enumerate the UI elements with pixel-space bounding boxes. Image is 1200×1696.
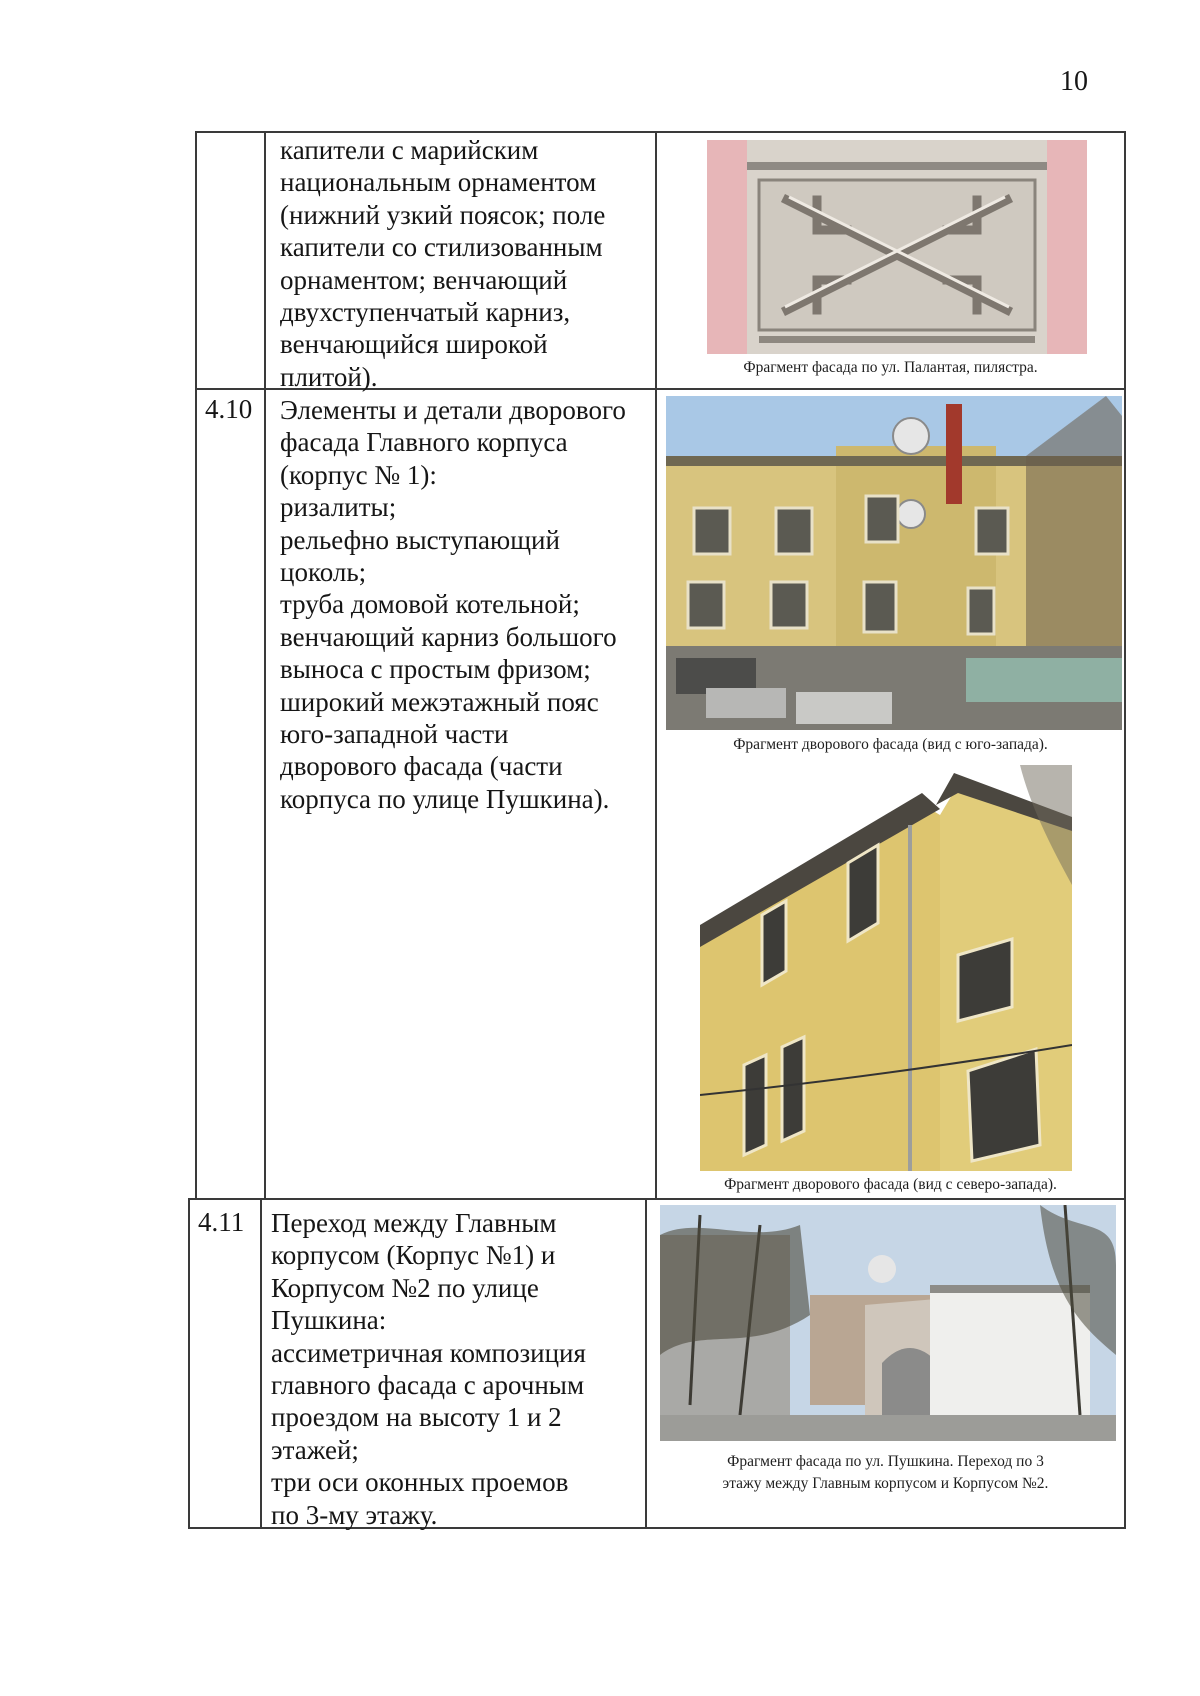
photo-caption: Фрагмент дворового фасада (вид с северо-запада). — [724, 1176, 1057, 1193]
row-number: 4.10 — [205, 394, 253, 424]
photo-caption: Фрагмент дворового фасада (вид с юго-запада). — [733, 736, 1048, 753]
description-line: этажей; — [271, 1434, 359, 1465]
table-border-right — [1124, 131, 1126, 1528]
description-line: фасада Главного корпуса — [280, 427, 568, 458]
description-line: корпусом (Корпус №1) и — [271, 1240, 556, 1271]
description-line: капители со стилизованным — [280, 232, 603, 263]
description-line: юго-западной части — [280, 719, 509, 750]
column-divider — [264, 131, 266, 1199]
description-line: орнаментом; венчающий — [280, 264, 568, 295]
description-line: ассиметричная композиция — [271, 1337, 586, 1368]
description-line: Пушкина: — [271, 1305, 387, 1336]
description-line: венчающий карниз большого — [280, 621, 617, 652]
photo-caption — [647, 1451, 1124, 1495]
column-divider — [260, 1198, 262, 1528]
table-border-left — [195, 131, 197, 1199]
description-line: двухступенчатый карниз, — [280, 297, 571, 328]
description-line: цоколь; — [280, 557, 367, 588]
description-line: главного фасада с арочным — [271, 1370, 585, 1401]
description-line: рельефно выступающий — [280, 524, 560, 555]
description-line: труба домовой котельной; — [280, 589, 580, 620]
description-line: (нижний узкий поясок; поле — [280, 199, 606, 230]
description-line: проездом на высоту 1 и 2 — [271, 1402, 562, 1433]
description-line: Корпусом №2 по улице — [271, 1272, 539, 1303]
description-line: выноса с простым фризом; — [280, 654, 591, 685]
photo-caption: Фрагмент фасада по ул. Палантая, пилястра. — [743, 359, 1038, 376]
page-number: 10 — [1060, 66, 1088, 97]
description-line: дворового фасада (части — [280, 751, 563, 782]
description-line: капители с марийским — [280, 135, 539, 165]
row-divider — [188, 1198, 1126, 1200]
row-description — [280, 134, 605, 393]
description-line: плитой). — [280, 361, 378, 392]
description-line: корпуса по улице Пушкина). — [280, 783, 610, 814]
table-border-left — [188, 1198, 190, 1528]
photo-passage-arch — [660, 1205, 1116, 1441]
photo-courtyard-facade-northwest — [700, 765, 1072, 1171]
description-line: широкий межэтажный пояс — [280, 686, 599, 717]
description-line: по 3-му этажу. — [271, 1499, 438, 1530]
description-line: Элементы и детали дворового — [280, 395, 626, 425]
table-border-top — [195, 131, 1126, 133]
description-line: национальным орнаментом — [280, 167, 597, 198]
description-line: Переход между Главным — [271, 1208, 557, 1238]
caption-line: Фрагмент фасада по ул. Пушкина. Переход по 3 — [727, 1453, 1044, 1470]
row-description — [280, 394, 626, 815]
description-line: три оси оконных проемов — [271, 1467, 569, 1498]
photo-pilaster-ornament — [707, 140, 1087, 354]
caption-line: этажу между Главным корпусом и Корпусом №2. — [722, 1475, 1049, 1492]
column-divider — [655, 131, 657, 1199]
row-number: 4.11 — [198, 1207, 245, 1237]
row-description — [271, 1207, 586, 1531]
description-line: ризалиты; — [280, 492, 397, 523]
photo-courtyard-facade-southwest — [666, 396, 1122, 730]
description-line: (корпус № 1): — [280, 459, 437, 490]
description-line: венчающийся широкой — [280, 329, 548, 360]
